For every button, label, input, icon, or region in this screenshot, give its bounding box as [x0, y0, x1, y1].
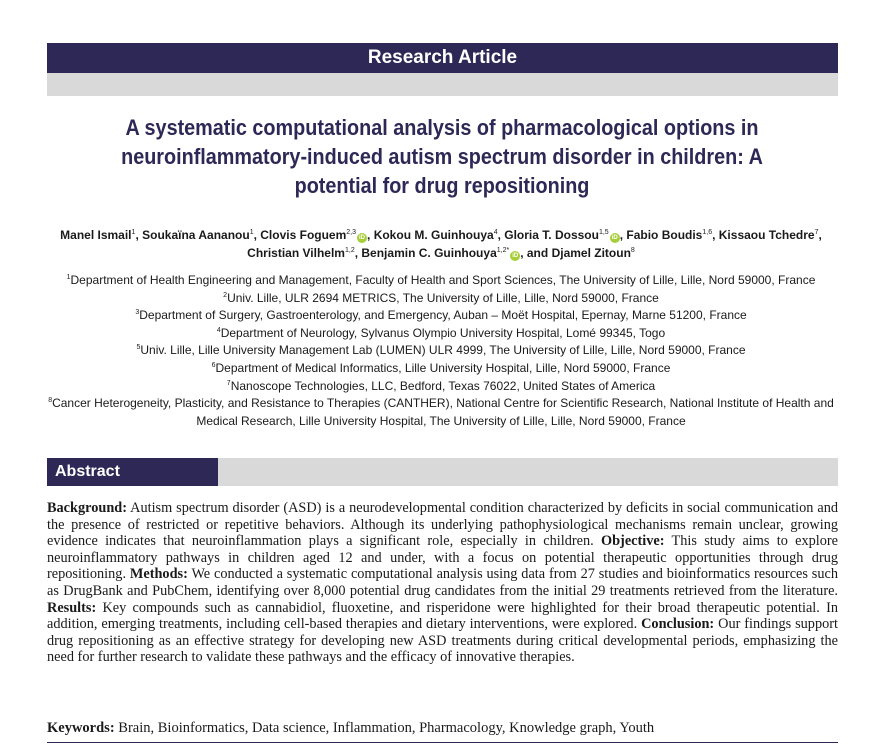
author-affiliation-mark: 1,2: [344, 247, 355, 254]
author: [260, 228, 367, 242]
abstract-heading: Abstract: [47, 458, 218, 486]
affiliation-number: 1: [66, 274, 71, 281]
affiliation-number: 4: [216, 326, 221, 334]
affiliation-text: Nanoscope Technologies, LLC, Bedford, Texas 76022, United States of America: [230, 378, 656, 393]
author-name: Djamel Zitoun: [551, 246, 631, 260]
affiliation-number: 7: [226, 379, 231, 387]
affiliation-text: Cancer Heterogeneity, Plasticity, and Resistance to Therapies (CANTHER), National Centre for Scientific Research, National Institute of Health and Medical Research, Lille University Hospital, The University of Lille, Lille, Nord 59000, France: [52, 396, 834, 428]
author: [247, 246, 355, 260]
orcid-icon[interactable]: iD: [359, 235, 366, 241]
keywords-label: Keywords:: [47, 720, 115, 736]
author: [142, 228, 253, 242]
author-separator: , and: [520, 246, 552, 260]
section-label-banner: [47, 43, 838, 73]
author: [718, 228, 822, 242]
author-separator: ,: [619, 228, 627, 242]
author-name: Fabio Boudis: [626, 228, 703, 242]
author-affiliation-mark: 1,6: [702, 229, 713, 236]
affiliation: [40, 290, 842, 308]
affiliation: [40, 378, 842, 396]
section-label: Research Article: [367, 47, 518, 68]
author-list: [30, 226, 852, 262]
article-title: A systematic computational analysis of pharmacological options in neuroinflammatory-induced autism spectrum disorder in children: A potential for drug repositioning: [121, 115, 763, 198]
banner-shade: [47, 73, 838, 96]
affiliation-list: [40, 272, 842, 430]
objective-text: This study aims to explore neuroinflammatory pathways in children aged 12 and under, with a focus on potential therapeutic opportunities through drug repositioning.: [47, 533, 838, 583]
author: [504, 228, 619, 242]
author: [626, 228, 712, 242]
author-name: Gloria T. Dossou: [504, 228, 599, 242]
author-affiliation-mark: 1: [131, 229, 136, 236]
author-name: Benjamin C. Guinhouya: [361, 246, 497, 260]
author: [552, 246, 635, 260]
author: [361, 246, 520, 260]
author-affiliation-mark: 1,2*: [496, 247, 510, 254]
affiliation-text: Univ. Lille, ULR 2694 METRICS, The University of Lille, Lille, Nord 59000, France: [227, 290, 659, 305]
methods-label: Methods:: [129, 566, 188, 583]
author-affiliation-mark: 2,3: [346, 229, 357, 236]
affiliation: [40, 395, 842, 430]
orcid-icon[interactable]: iD: [512, 253, 519, 259]
affiliation-text: Department of Health Engineering and Management, Faculty of Health and Sport Sciences, The University of Lille, Lille, Nord 59000, France: [70, 273, 816, 287]
author-affiliation-mark: 7: [814, 229, 819, 236]
author-separator: ,: [354, 246, 362, 260]
author-name: Christian Vilhelm: [247, 246, 345, 260]
affiliation: [40, 325, 842, 343]
background-label: Background:: [47, 500, 127, 516]
orcid-icon[interactable]: iD: [611, 235, 618, 241]
background-text: Autism spectrum disorder (ASD) is a neurodevelopmental condition characterized by deficits in social communication and the presence of restricted or repetitive behaviors. Although its underlying pathophysiological mechanisms remain unclear, growing evidence indicates that neuroinflammation plays a significant role, especially in children.: [47, 500, 838, 550]
author-name: Kokou M. Guinhouya: [373, 228, 494, 242]
affiliation-number: 3: [135, 309, 140, 317]
author-name: Kissaou Tchedre: [718, 228, 815, 242]
results-label: Results:: [47, 599, 97, 616]
author-name: Clovis Foguem: [260, 228, 347, 242]
author-affiliation-mark: 1: [249, 229, 254, 236]
author-separator: ,: [253, 228, 261, 242]
affiliation-number: 6: [211, 361, 216, 369]
affiliation-text: Department of Medical Informatics, Lille University Hospital, Lille, Nord 59000, France: [215, 360, 671, 375]
affiliation-text: Department of Surgery, Gastroenterology, and Emergency, Auban – Moët Hospital, Epernay, Marne 51200, France: [139, 308, 747, 323]
affiliation-number: 2: [223, 291, 228, 299]
author-separator: ,: [367, 228, 374, 242]
affiliation: [40, 272, 842, 290]
affiliation-text: Department of Neurology, Sylvanus Olympio University Hospital, Lomé 99345, Togo: [220, 325, 666, 340]
affiliation: [40, 342, 842, 360]
affiliation-number: 8: [48, 397, 53, 405]
author: [374, 228, 498, 242]
methods-text: We conducted a systematic computational analysis using data from 27 studies and bioinformatics resources such as DrugBank and PubChem, identifying over 8,000 potential drug candidates from the initial 29 treatments retrieved from the literature.: [47, 566, 838, 599]
author-name: Soukaïna Aananou: [142, 228, 250, 242]
author-separator: ,: [497, 228, 505, 242]
affiliation: [40, 307, 842, 325]
author-separator: ,: [712, 228, 719, 242]
author-name: Manel Ismail: [60, 228, 132, 242]
author: [60, 228, 135, 242]
results-text: Key compounds such as cannabidiol, fluoxetine, and risperidone were highlighted for their broad therapeutic potential. In addition, emerging treatments, including cell-based therapies and dietary interventions, were explored.: [47, 599, 838, 633]
conclusion-label: Conclusion:: [641, 616, 715, 633]
abstract-body: [47, 500, 838, 666]
author-separator: ,: [135, 228, 143, 242]
bottom-rule: [47, 742, 838, 743]
affiliation-number: 5: [136, 344, 141, 352]
keywords-text: Brain, Bioinformatics, Data science, Inflammation, Pharmacology, Knowledge graph, Youth: [114, 720, 655, 736]
author-affiliation-mark: 8: [630, 247, 635, 254]
affiliation-text: Univ. Lille, Lille University Management Lab (LUMEN) ULR 4999, The University of Lille, Lille, Nord 59000, France: [140, 343, 746, 358]
author-affiliation-mark: 1,5: [598, 229, 609, 236]
objective-label: Objective:: [600, 533, 665, 550]
keywords: [47, 720, 838, 737]
conclusion-text: Our findings support drug repositioning as an effective strategy for developing new ASD treatments during critical developmental periods, emphasizing the need for further research to validate these pathways and the efficacy of innovative therapies.: [47, 616, 838, 666]
author-affiliation-mark: 4: [493, 229, 498, 236]
affiliation: [40, 360, 842, 378]
author-separator: ,: [818, 228, 822, 242]
